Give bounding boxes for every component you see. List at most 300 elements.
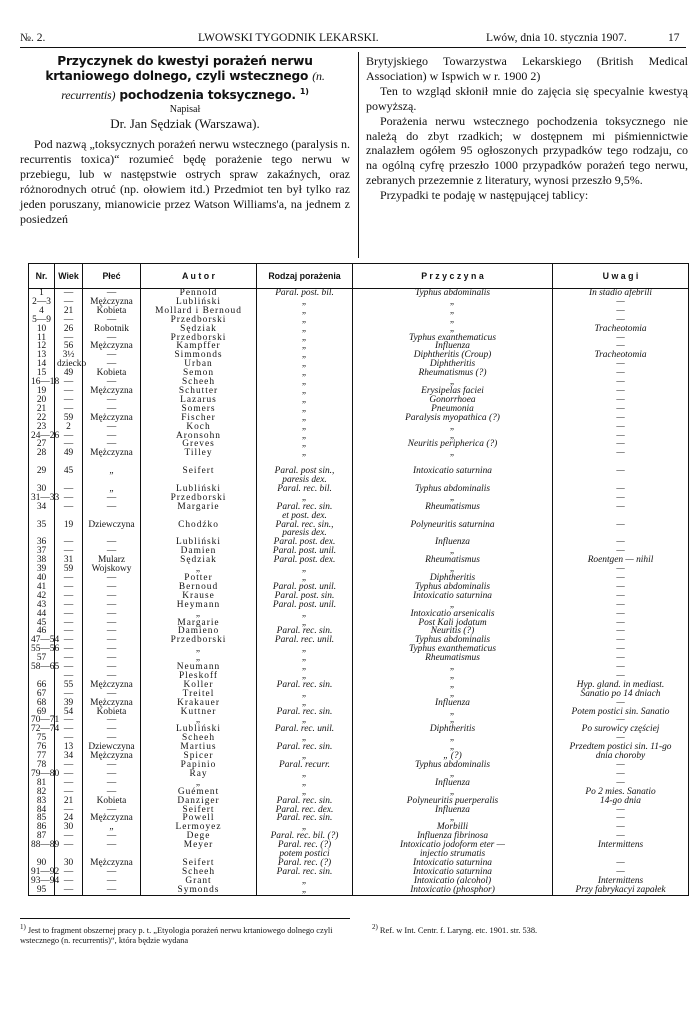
row-nr: 2—3 <box>29 298 55 307</box>
row-plec: — <box>83 645 141 654</box>
row-uwagi: — <box>553 387 689 396</box>
row-autor: Schutter <box>141 387 257 396</box>
row-autor: Lubliński <box>141 298 257 307</box>
footnote-2-text: Ref. w Int. Centr. f. Laryng. etc. 1901. str. 538. <box>379 925 538 935</box>
row-rodzaj: „ <box>257 351 353 360</box>
row-rodzaj: „ <box>257 342 353 351</box>
row-przyczyna: Pneumonia <box>353 405 553 414</box>
row-rodzaj: Paral. post. sin. <box>257 592 353 601</box>
row-przyczyna: Post Kali jodatum <box>353 619 553 628</box>
row-wiek: — <box>55 601 83 610</box>
row-plec: — <box>83 886 141 895</box>
right-paragraph-4: Przypadki te podaję w następującej tablicy: <box>380 188 589 203</box>
row-autor: Dege <box>141 832 257 841</box>
row-uwagi: — <box>553 592 689 601</box>
row-nr: 21 <box>29 405 55 414</box>
right-paragraph-2: Ten to wzgląd skłonił mnie do zajęcia się specyalnie kwestyą powyższą. <box>366 83 688 113</box>
row-autor: Scheeh <box>141 734 257 743</box>
row-uwagi: — <box>553 654 689 663</box>
table-row <box>29 467 689 476</box>
row-rodzaj: Paral. post. bil. <box>257 289 353 298</box>
row-plec: — <box>83 716 141 725</box>
table-row <box>29 298 689 307</box>
row-nr: 15 <box>29 369 55 378</box>
row-uwagi: 14-go dnia <box>553 797 689 806</box>
row-nr: 13 <box>29 351 55 360</box>
issue-date: Lwów, dnia 10. stycznia 1907. <box>486 32 627 44</box>
row-przyczyna: Intoxicatio (phosphor) <box>353 886 553 895</box>
row-wiek: 59 <box>55 565 83 574</box>
row-plec: — <box>83 601 141 610</box>
row-rodzaj: „ <box>257 610 353 619</box>
row-uwagi: — <box>553 547 689 556</box>
row-uwagi: — <box>553 583 689 592</box>
row-wiek: — <box>55 405 83 414</box>
table-row <box>29 770 689 779</box>
row-plec: — <box>83 788 141 797</box>
row-autor: Guément <box>141 788 257 797</box>
row-autor: Aronsohn <box>141 432 257 441</box>
row-plec: — <box>83 734 141 743</box>
table-row <box>29 432 689 441</box>
row-wiek: — <box>55 690 83 699</box>
row-nr: 4 <box>29 307 55 316</box>
row-wiek: 55 <box>55 681 83 690</box>
row-wiek: — <box>55 387 83 396</box>
row-wiek: 30 <box>55 859 83 868</box>
row-wiek: 21 <box>55 797 83 806</box>
row-uwagi: — <box>553 761 689 770</box>
table-row <box>29 494 689 503</box>
table-row <box>29 708 689 717</box>
row-plec: — <box>83 832 141 841</box>
row-nr: 83 <box>29 797 55 806</box>
row-uwagi: — <box>553 414 689 423</box>
row-przyczyna: „ <box>353 681 553 690</box>
row-plec: Mężczyzna <box>83 859 141 868</box>
row-autor: „ <box>141 610 257 619</box>
row-plec: — <box>83 494 141 503</box>
row-rodzaj: Paral. rec. sin., <box>257 521 353 530</box>
row-plec: — <box>83 770 141 779</box>
title-part-1: Przyczynek do kwestyi porażeń nerwu krtaniowego dolnego, czyli wstecznego <box>45 54 313 83</box>
row-uwagi: Przy fabrykacyi zapałek <box>553 886 689 895</box>
row-rodzaj: „ <box>257 440 353 449</box>
row-plec: — <box>83 654 141 663</box>
row-rodzaj: Paral. rec. sin. <box>257 708 353 717</box>
row-przyczyna: Influenza <box>353 806 553 815</box>
row-rodzaj: Paral. post. unil. <box>257 601 353 610</box>
row-wiek: — <box>55 877 83 886</box>
row-przyczyna: „ <box>353 716 553 725</box>
table-row <box>29 565 689 574</box>
row-uwagi: — <box>553 601 689 610</box>
row-rodzaj: paresis dex. <box>257 529 353 538</box>
row-plec: — <box>83 378 141 387</box>
row-rodzaj: „ <box>257 307 353 316</box>
row-przyczyna: Diphtheritis (Croup) <box>353 351 553 360</box>
row-plec: — <box>83 841 141 850</box>
right-paragraph-1: Brytyjskiego Towarzystwa Lekarskiego (British Medical Association) w Ispwich w r. 1900 2) <box>366 54 688 83</box>
row-przyczyna: Typhus abdominalis <box>353 289 553 298</box>
row-autor: Koch <box>141 423 257 432</box>
row-plec: — <box>83 583 141 592</box>
row-autor: Pennold <box>141 289 257 298</box>
row-uwagi: — <box>553 645 689 654</box>
row-nr: 10 <box>29 325 55 334</box>
row-uwagi: — <box>553 342 689 351</box>
row-rodzaj: „ <box>257 325 353 334</box>
row-plec: Mężczyzna <box>83 387 141 396</box>
table-row <box>29 307 689 316</box>
table-row <box>29 503 689 512</box>
row-plec: Dziewczyna <box>83 521 141 530</box>
row-wiek: — <box>55 503 83 512</box>
row-przyczyna: Erysipelas faciei <box>353 387 553 396</box>
row-nr: 68 <box>29 699 55 708</box>
row-uwagi: — <box>553 619 689 628</box>
table-row <box>29 868 689 877</box>
row-wiek: — <box>55 432 83 441</box>
row-nr: 40 <box>29 574 55 583</box>
row-uwagi: — <box>553 423 689 432</box>
row-przyczyna: Influenza <box>353 538 553 547</box>
row-rodzaj: Paral. rec. sin. <box>257 814 353 823</box>
row-przyczyna: Typhus exanthematicus <box>353 334 553 343</box>
row-wiek: — <box>55 298 83 307</box>
row-autor: Ray <box>141 770 257 779</box>
footnote-1-mark: 1) <box>20 923 26 931</box>
table-row <box>29 414 689 423</box>
table-row <box>29 814 689 823</box>
row-autor: Heymann <box>141 601 257 610</box>
row-autor: „ <box>141 779 257 788</box>
table-row <box>29 583 689 592</box>
row-rodzaj: „ <box>257 788 353 797</box>
row-wiek: — <box>55 761 83 770</box>
row-nr: 43 <box>29 601 55 610</box>
row-rodzaj: Paral. rec. sin. <box>257 797 353 806</box>
row-uwagi: — <box>553 467 689 476</box>
row-rodzaj: „ <box>257 387 353 396</box>
row-nr: 41 <box>29 583 55 592</box>
row-plec: Kobieta <box>83 369 141 378</box>
row-uwagi: — <box>553 369 689 378</box>
row-rodzaj: „ <box>257 690 353 699</box>
row-nr: 12 <box>29 342 55 351</box>
row-autor: Sędziak <box>141 556 257 565</box>
row-autor: Danziger <box>141 797 257 806</box>
row-wiek: 13 <box>55 743 83 752</box>
row-przyczyna: Influenza <box>353 342 553 351</box>
title-part-2: pochodzenia toksycznego. <box>119 88 296 103</box>
table-row <box>29 342 689 351</box>
table-row <box>29 627 689 636</box>
row-uwagi: Potem postici sin. Sanatio <box>553 708 689 717</box>
row-rodzaj: paresis dex. <box>257 476 353 485</box>
row-przyczyna: Intoxicatio saturnina <box>353 592 553 601</box>
row-przyczyna: „ <box>353 734 553 743</box>
table-row <box>29 423 689 432</box>
row-przyczyna: „ <box>353 788 553 797</box>
row-plec: Mężczyzna <box>83 342 141 351</box>
row-rodzaj: Paral. rec. sin. <box>257 627 353 636</box>
row-rodzaj: „ <box>257 716 353 725</box>
row-rodzaj: „ <box>257 619 353 628</box>
row-wiek: — <box>55 378 83 387</box>
row-wiek: 49 <box>55 449 83 458</box>
row-uwagi: — <box>553 360 689 369</box>
napisal-label: Napisał <box>169 104 201 116</box>
table-row <box>29 538 689 547</box>
row-autor: „ <box>141 716 257 725</box>
row-plec: — <box>83 316 141 325</box>
row-plec: Kobieta <box>83 307 141 316</box>
row-uwagi: — <box>553 672 689 681</box>
row-uwagi: — <box>553 770 689 779</box>
row-nr: 44 <box>29 610 55 619</box>
article-author: Dr. Jan Sędziak (Warszawa). <box>110 116 260 132</box>
row-nr: 34 <box>29 503 55 512</box>
row-rodzaj: „ <box>257 316 353 325</box>
table-row <box>29 574 689 583</box>
row-plec: — <box>83 396 141 405</box>
row-nr: 28 <box>29 449 55 458</box>
right-paragraph-3: Porażenia nerwu wstecznego pochodzenia toksycznego nie należą do zbyt rzadkich; w dostępnem mi piśmiennictwie znalazłem ogółem 95 ogłoszonych przypadków tego rodzaju, co na ogólną cyfrę przeszło 1000 przypadków porażeń tego nerwu, zebranych przezemnie z literatury, wynosi przeszło 9,5%. <box>366 113 688 188</box>
table-row <box>29 592 689 601</box>
row-wiek: — <box>55 619 83 628</box>
row-uwagi: — <box>553 636 689 645</box>
page-number: 17 <box>668 32 680 44</box>
row-plec: — <box>83 779 141 788</box>
row-autor: Powell <box>141 814 257 823</box>
row-autor: Symonds <box>141 886 257 895</box>
row-nr: 27 <box>29 440 55 449</box>
row-wiek: — <box>55 779 83 788</box>
row-autor: Scheeh <box>141 868 257 877</box>
row-plec: „ <box>83 823 141 832</box>
row-wiek: — <box>55 316 83 325</box>
row-uwagi: — <box>553 440 689 449</box>
row-plec: Mężczyzna <box>83 814 141 823</box>
row-przyczyna: „ <box>353 743 553 752</box>
row-nr: 76 <box>29 743 55 752</box>
row-plec: — <box>83 440 141 449</box>
row-rodzaj: „ <box>257 414 353 423</box>
row-plec: — <box>83 868 141 877</box>
row-uwagi: — <box>553 806 689 815</box>
row-rodzaj: „ <box>257 449 353 458</box>
row-uwagi: — <box>553 316 689 325</box>
row-nr: 87 <box>29 832 55 841</box>
row-autor: Margarie <box>141 619 257 628</box>
journal-title: LWOWSKI TYGODNIK LEKARSKI. <box>198 32 379 44</box>
row-plec: Mularz <box>83 556 141 565</box>
row-uwagi: Intermittens <box>553 841 689 850</box>
row-nr: 1 <box>29 289 55 298</box>
row-wiek: — <box>55 734 83 743</box>
row-autor: Lazarus <box>141 396 257 405</box>
row-autor: Lubliński <box>141 538 257 547</box>
table-row <box>29 654 689 663</box>
table-row <box>29 645 689 654</box>
row-autor: Tilley <box>141 449 257 458</box>
row-nr: 31—33 <box>29 494 55 503</box>
row-wiek: dziecko <box>55 360 83 369</box>
row-przyczyna: „ <box>353 814 553 823</box>
row-wiek: 56 <box>55 342 83 351</box>
row-plec: — <box>83 672 141 681</box>
row-uwagi: — <box>553 432 689 441</box>
row-autor: Damien <box>141 547 257 556</box>
col-wiek-header: Wiek <box>55 264 83 289</box>
row-rodzaj: Paral. rec. sin. <box>257 503 353 512</box>
row-uwagi: — <box>553 538 689 547</box>
row-uwagi: — <box>553 334 689 343</box>
row-autor: Seifert <box>141 806 257 815</box>
row-uwagi: — <box>553 396 689 405</box>
row-uwagi: Sanatio po 14 dniach <box>553 690 689 699</box>
row-nr: 77 <box>29 752 55 761</box>
issue-number: №. 2. <box>20 32 46 44</box>
table-row <box>29 859 689 868</box>
row-nr: 16—18 <box>29 378 55 387</box>
row-wiek: — <box>55 610 83 619</box>
table-row <box>29 610 689 619</box>
table-row <box>29 529 689 538</box>
row-uwagi: — <box>553 610 689 619</box>
row-autor: Kampffer <box>141 342 257 351</box>
row-rodzaj: „ <box>257 378 353 387</box>
row-przyczyna: Intoxicatio saturnina <box>353 859 553 868</box>
row-rodzaj: „ <box>257 672 353 681</box>
row-uwagi: — <box>553 503 689 512</box>
row-autor: Mollard i Bernoud <box>141 307 257 316</box>
row-wiek: 24 <box>55 814 83 823</box>
table-row <box>29 725 689 734</box>
row-nr: 22 <box>29 414 55 423</box>
row-nr: 5—9 <box>29 316 55 325</box>
row-rodzaj: „ <box>257 565 353 574</box>
row-rodzaj: „ <box>257 663 353 672</box>
row-przyczyna: Polyneuritis puerperalis <box>353 797 553 806</box>
row-rodzaj: Paral. rec. (?) <box>257 841 353 850</box>
row-nr: 39 <box>29 565 55 574</box>
row-plec: Mężczyzna <box>83 681 141 690</box>
table-row <box>29 485 689 494</box>
row-nr: 82 <box>29 788 55 797</box>
table-row <box>29 521 689 530</box>
row-rodzaj: et post. dex. <box>257 512 353 521</box>
row-wiek: 19 <box>55 521 83 530</box>
row-przyczyna: Intoxicatio jodoform eter — <box>353 841 553 850</box>
row-plec: — <box>83 547 141 556</box>
row-rodzaj: „ <box>257 779 353 788</box>
row-autor: Scheeh <box>141 378 257 387</box>
row-autor: Lubliński <box>141 485 257 494</box>
row-plec: — <box>83 351 141 360</box>
row-nr: 85 <box>29 814 55 823</box>
row-uwagi: — <box>553 298 689 307</box>
row-uwagi: — <box>553 814 689 823</box>
row-plec: — <box>83 627 141 636</box>
row-wiek: — <box>55 832 83 841</box>
table-row <box>29 360 689 369</box>
right-column <box>366 54 688 203</box>
row-wiek: — <box>55 663 83 672</box>
row-autor: Lermoyez <box>141 823 257 832</box>
row-przyczyna: „ <box>353 547 553 556</box>
row-uwagi: — <box>553 565 689 574</box>
row-autor: Semon <box>141 369 257 378</box>
table-body <box>29 289 689 896</box>
row-uwagi: — <box>553 832 689 841</box>
row-rodzaj: Paral. rec. sin. <box>257 868 353 877</box>
row-przyczyna: „ <box>353 298 553 307</box>
row-przyczyna: „ (?) <box>353 752 553 761</box>
table-row <box>29 458 689 467</box>
row-plec: — <box>83 663 141 672</box>
row-plec: — <box>83 503 141 512</box>
row-autor: Damieno <box>141 627 257 636</box>
row-nr: 67 <box>29 690 55 699</box>
row-plec: Mężczyzna <box>83 699 141 708</box>
row-uwagi: — <box>553 521 689 530</box>
row-nr: 23 <box>29 423 55 432</box>
col-rodzaj-header: Rodzaj porażenia <box>257 264 353 289</box>
table-row <box>29 387 689 396</box>
row-przyczyna: „ <box>353 770 553 779</box>
row-uwagi: — <box>553 868 689 877</box>
row-autor: Krause <box>141 592 257 601</box>
row-nr: 19 <box>29 387 55 396</box>
col-autor-header: A u t o r <box>141 264 257 289</box>
row-przyczyna: Rheumatismus (?) <box>353 369 553 378</box>
row-nr: 55—56 <box>29 645 55 654</box>
row-plec: Dziewczyna <box>83 743 141 752</box>
row-plec: — <box>83 610 141 619</box>
table-row <box>29 601 689 610</box>
row-nr: 69 <box>29 708 55 717</box>
table-row <box>29 351 689 360</box>
col-nr-header: Nr. <box>29 264 55 289</box>
col-uwagi-header: U w a g i <box>553 264 689 289</box>
row-przyczyna: „ <box>353 494 553 503</box>
row-przyczyna: „ <box>353 601 553 610</box>
row-nr: 70—71 <box>29 716 55 725</box>
row-nr: 93—94 <box>29 877 55 886</box>
title-footnote-mark: 1) <box>299 87 309 96</box>
row-autor: Przedborski <box>141 494 257 503</box>
row-uwagi: — <box>553 859 689 868</box>
row-rodzaj: Paral. post. unil. <box>257 583 353 592</box>
row-przyczyna: Neuritis (?) <box>353 627 553 636</box>
row-przyczyna: injectio strumatis <box>353 850 553 859</box>
row-wiek: — <box>55 440 83 449</box>
row-plec: Mężczyzna <box>83 449 141 458</box>
row-przyczyna: Influenza fibrinosa <box>353 832 553 841</box>
row-plec: — <box>83 423 141 432</box>
row-wiek: 21 <box>55 307 83 316</box>
row-przyczyna: Rheumatismus <box>353 503 553 512</box>
col-przyczyna-header: P r z y c z y n a <box>353 264 553 289</box>
row-przyczyna: Rheumatismus <box>353 654 553 663</box>
row-wiek: — <box>55 841 83 850</box>
row-nr: 45 <box>29 619 55 628</box>
row-rodzaj: „ <box>257 369 353 378</box>
row-przyczyna: Typhus abdominalis <box>353 761 553 770</box>
row-autor: Spicer <box>141 752 257 761</box>
